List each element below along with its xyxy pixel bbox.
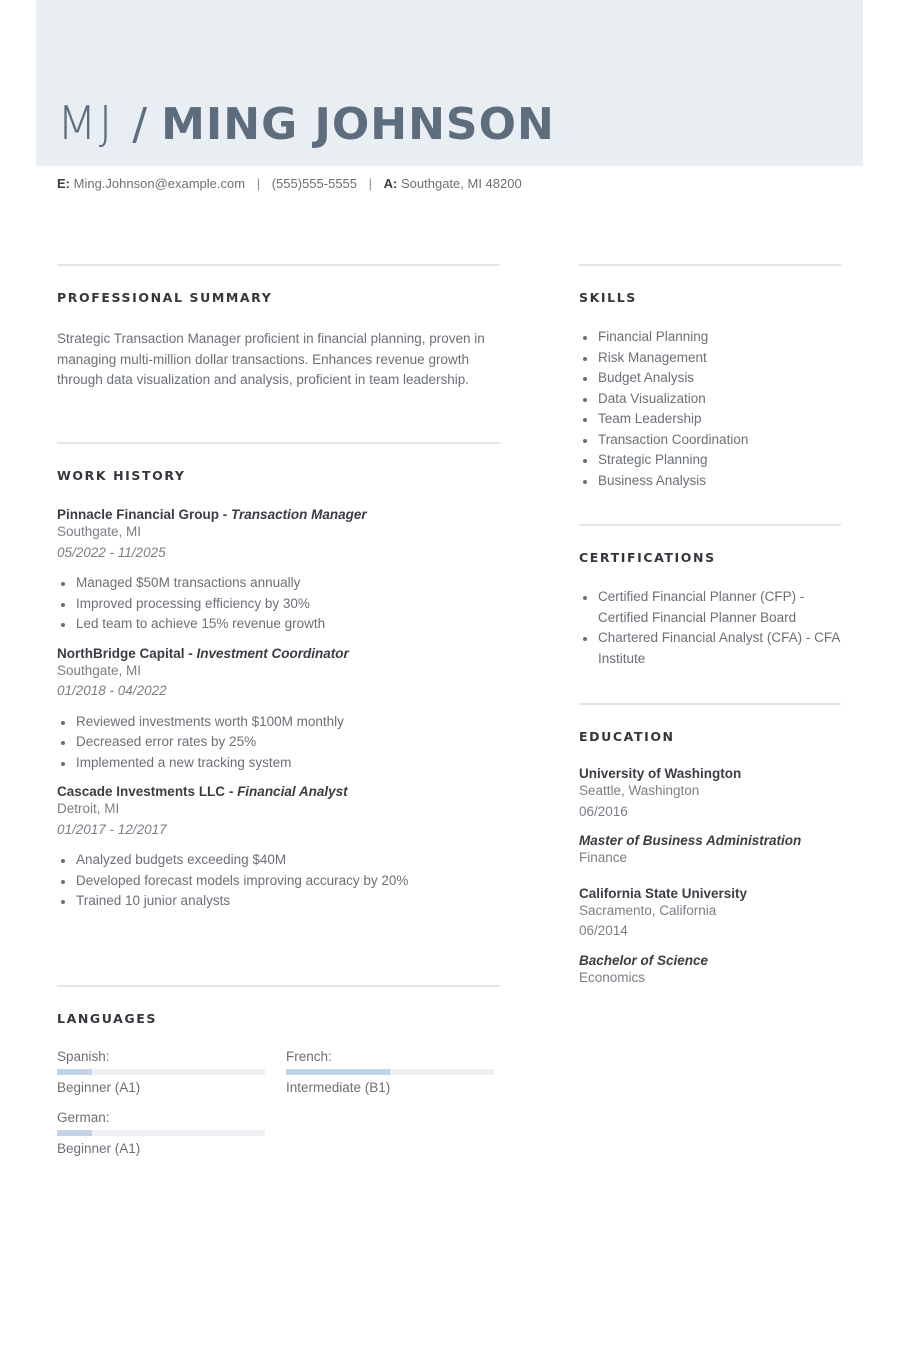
job-heading xyxy=(57,646,500,661)
languages-grid xyxy=(57,1048,500,1198)
languages-title: LANGUAGES xyxy=(57,1011,158,1026)
languages-section xyxy=(57,985,500,1198)
skill-item: Financial Planning xyxy=(579,327,841,348)
summary-section xyxy=(57,264,500,442)
education-location: Seattle, Washington xyxy=(579,783,700,798)
education-section xyxy=(579,703,841,988)
job-dates: 01/2018 - 04/2022 xyxy=(57,683,167,698)
education-title: EDUCATION xyxy=(579,729,675,744)
education-location: Sacramento, California xyxy=(579,902,717,918)
language-bar-fill xyxy=(57,1069,92,1075)
list-item: Analyzed budgets exceeding $40M xyxy=(57,850,500,871)
job-company: Cascade Investments LLC xyxy=(57,784,226,799)
language-bar xyxy=(57,1069,265,1075)
job-entry xyxy=(57,784,500,912)
work-history-title: WORK HISTORY xyxy=(57,468,186,483)
job-role: Transaction Manager xyxy=(231,507,367,522)
full-name: MING JOHNSON xyxy=(161,99,555,150)
skills-list xyxy=(579,327,841,491)
job-entry xyxy=(57,507,500,635)
contact-line xyxy=(57,176,522,191)
job-company: NorthBridge Capital xyxy=(57,645,185,661)
list-item: Led team to achieve 15% revenue growth xyxy=(57,614,500,635)
certification-item: Certified Financial Planner (CFP) - Certified Financial Planner Board xyxy=(579,587,841,628)
language-level: Beginner (A1) xyxy=(57,1080,141,1095)
skill-item: Budget Analysis xyxy=(579,368,841,389)
skill-item: Team Leadership xyxy=(579,409,841,430)
list-item: Managed $50M transactions annually xyxy=(57,573,500,594)
name-heading xyxy=(57,96,555,156)
skills-section xyxy=(579,264,841,524)
language-bar-fill xyxy=(286,1069,390,1075)
job-location: Detroit, MI xyxy=(57,801,120,816)
job-bullets xyxy=(57,850,500,912)
list-item: Decreased error rates by 25% xyxy=(57,732,500,753)
education-field: Finance xyxy=(579,850,628,865)
phone-value: (555)555-5555 xyxy=(271,176,358,191)
job-bullets xyxy=(57,712,500,774)
language-item xyxy=(57,1109,265,1158)
job-location: Southgate, MI xyxy=(57,524,142,539)
job-heading xyxy=(57,507,500,522)
skill-item: Business Analysis xyxy=(579,471,841,492)
job-entry xyxy=(57,646,500,774)
language-item xyxy=(57,1048,265,1097)
job-dates: 05/2022 - 11/2025 xyxy=(57,544,166,560)
language-level: Beginner (A1) xyxy=(57,1141,141,1156)
language-name: French: xyxy=(286,1049,332,1064)
left-column xyxy=(57,264,500,1198)
summary-title: PROFESSIONAL SUMMARY xyxy=(57,290,273,305)
job-company: Pinnacle Financial Group xyxy=(57,507,220,522)
certifications-section xyxy=(579,524,841,703)
summary-text: Strategic Transaction Manager proficient in financial planning, proven in managing multi-million dollar transactions. Enhances revenue growth through data visualization and analysis, proficient in team leadership. xyxy=(57,331,485,387)
education-degree: Bachelor of Science xyxy=(579,952,709,968)
email-label: E: xyxy=(57,176,70,191)
education-degree: Master of Business Administration xyxy=(579,833,802,848)
language-level: Intermediate (B1) xyxy=(286,1080,391,1095)
education-date: 06/2016 xyxy=(579,803,628,819)
education-school: University of Washington xyxy=(579,766,742,781)
name-slash: / xyxy=(132,99,148,150)
email-value: Ming.Johnson@example.com xyxy=(73,176,246,191)
certification-item: Chartered Financial Analyst (CFA) - CFA Institute xyxy=(579,628,841,669)
education-field: Economics xyxy=(579,969,646,985)
list-item: Implemented a new tracking system xyxy=(57,753,500,774)
list-item: Trained 10 junior analysts xyxy=(57,891,500,912)
job-dates: 01/2017 - 12/2017 xyxy=(57,821,167,837)
language-bar-fill xyxy=(57,1130,92,1136)
job-bullets xyxy=(57,573,500,635)
job-role: Investment Coordinator xyxy=(196,645,349,661)
education-school: California State University xyxy=(579,885,748,901)
skills-title: SKILLS xyxy=(579,290,637,305)
certifications-list xyxy=(579,587,841,669)
language-bar xyxy=(286,1069,494,1075)
job-role: Financial Analyst xyxy=(237,784,348,799)
address-value: Southgate, MI 48200 xyxy=(401,176,522,191)
skill-item: Transaction Coordination xyxy=(579,430,841,451)
work-history-section xyxy=(57,442,500,985)
contact-separator: | xyxy=(256,176,261,191)
job-heading xyxy=(57,784,500,799)
job-location: Southgate, MI xyxy=(57,662,142,678)
right-column xyxy=(579,264,841,988)
job-dash: - xyxy=(219,507,232,522)
language-item xyxy=(286,1048,494,1097)
list-item: Reviewed investments worth $100M monthly xyxy=(57,712,500,733)
job-dash: - xyxy=(184,645,197,661)
address-label: A: xyxy=(383,176,398,191)
language-name: German: xyxy=(57,1110,110,1125)
education-entry xyxy=(579,766,841,869)
certifications-title: CERTIFICATIONS xyxy=(579,550,716,565)
language-name: Spanish: xyxy=(57,1049,110,1064)
education-date: 06/2014 xyxy=(579,923,628,938)
skill-item: Risk Management xyxy=(579,348,841,369)
contact-separator: | xyxy=(368,176,373,191)
education-entry xyxy=(579,886,841,989)
language-bar xyxy=(57,1130,265,1136)
skill-item: Data Visualization xyxy=(579,389,841,410)
job-dash: - xyxy=(225,784,238,799)
name-initials: MJ xyxy=(57,96,115,150)
list-item: Developed forecast models improving accuracy by 20% xyxy=(57,871,500,892)
list-item: Improved processing efficiency by 30% xyxy=(57,594,500,615)
skill-item: Strategic Planning xyxy=(579,450,841,471)
